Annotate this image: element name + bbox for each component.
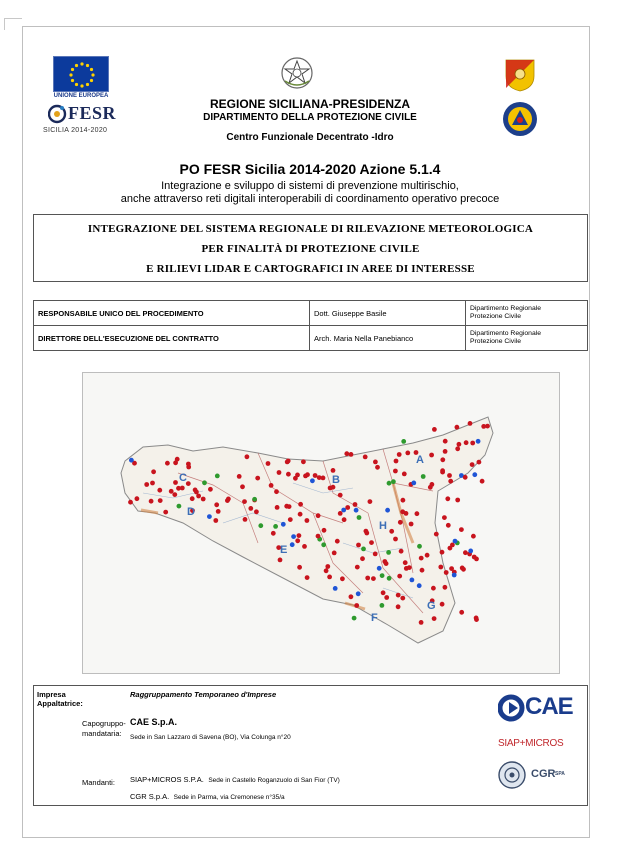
station-marker [461,567,466,572]
station-marker [207,514,212,519]
station-marker [278,558,283,563]
eu-star [91,73,94,76]
station-marker [128,500,133,505]
station-marker [455,498,460,503]
station-marker [355,565,360,570]
station-marker [275,505,280,510]
station-marker [373,552,378,557]
station-marker [470,462,475,467]
station-marker [356,591,361,596]
station-marker [305,575,310,580]
station-marker [177,504,182,509]
station-marker [163,510,168,515]
station-marker [365,576,370,581]
sicily-region-logo [502,56,538,92]
station-marker [396,604,401,609]
station-marker [293,476,298,481]
station-marker [368,499,373,504]
station-marker [332,551,337,556]
eu-star [69,73,72,76]
station-marker [438,565,443,570]
table-row [34,326,588,351]
mandante-1 [130,769,340,787]
eu-flag-logo [53,56,109,92]
station-marker [213,518,218,523]
station-marker [331,468,336,473]
station-marker [417,583,422,588]
station-marker [440,602,445,607]
station-marker [298,502,303,507]
station-marker [442,515,447,520]
station-marker [476,439,481,444]
mandante-2-name: CGR S.p.A. [130,792,170,801]
station-marker [266,461,271,466]
station-marker [444,570,449,575]
station-marker [455,425,460,430]
station-marker [258,523,263,528]
station-marker [338,511,343,516]
station-marker [271,531,276,536]
station-marker [417,544,422,549]
station-marker [313,473,318,478]
station-marker [410,578,415,583]
fesr-subtitle: SICILIA 2014-2020 [43,127,108,134]
zone-label-e: E [280,544,288,556]
station-marker [411,481,416,486]
station-marker [255,476,260,481]
station-marker [360,556,365,561]
station-marker [419,556,424,561]
zone-label-d: D [187,506,195,518]
contractor-label-2: Appaltatrice: [37,699,83,708]
station-marker [342,517,347,522]
mandante-1-name: SIAP+MICROS S.P.A. [130,775,204,784]
mandanti-label: Mandanti: [82,778,115,787]
station-marker [316,534,321,539]
station-marker [393,469,398,474]
station-marker [201,497,206,502]
station-marker [391,479,396,484]
station-marker [357,515,362,520]
station-marker [252,497,257,502]
station-marker [399,549,404,554]
station-marker [405,451,410,456]
program-title: PO FESR Sicilia 2014-2020 Azione 5.1.4 [179,161,441,177]
cae-logo [498,691,574,725]
station-marker [335,539,340,544]
protezione-civile-logo [501,100,539,138]
station-marker [401,498,406,503]
lead-address: Sede in San Lazzaro di Savena (BO), Via Colunga n°20 [130,734,291,741]
roles-table [33,300,588,351]
table-row [34,301,588,326]
station-marker [324,568,329,573]
station-marker [369,540,374,545]
station-marker [345,505,350,510]
station-marker [445,496,450,501]
station-marker [349,594,354,599]
station-marker [274,489,279,494]
station-marker [471,534,476,539]
program-subtitle-1: Integrazione e sviluppo di sistemi di prevenzione multirischio, [161,180,459,192]
station-marker [349,452,354,457]
cgr-logo-spa: SPA [555,771,565,777]
station-marker [472,472,477,477]
station-marker [298,512,303,517]
mandante-2 [130,786,285,804]
station-marker [464,440,469,445]
station-marker [393,537,398,542]
station-marker [297,533,302,538]
lead-name: CAE S.p.A. [130,717,178,727]
name-cell: Arch. Maria Nella Panebianco [310,326,466,351]
project-title-box [33,214,588,282]
eu-star [80,84,83,87]
sicily-station-map [82,372,560,674]
station-marker [397,574,402,579]
station-marker [305,518,310,523]
station-marker [194,490,199,495]
station-marker [425,553,430,558]
lead-label-1: Capogruppo- [82,719,126,728]
station-marker [302,544,307,549]
zone-label-c: C [179,472,187,484]
station-marker [397,452,402,457]
station-marker [389,529,394,534]
station-marker [269,483,274,488]
station-marker [400,596,405,601]
station-marker [432,427,437,432]
zone-label-a: A [416,454,424,466]
station-marker [404,511,409,516]
station-marker [448,479,453,484]
station-marker [245,454,250,459]
contractor-label-1: Impresa [37,690,66,699]
station-marker [288,517,293,522]
station-marker [277,470,282,475]
station-marker [361,547,366,552]
siap-micros-logo [498,737,576,753]
station-marker [254,509,259,514]
cgr-logo-text: CGR [531,768,556,780]
office-cell [466,301,588,326]
station-marker [401,439,406,444]
station-marker [468,421,473,426]
station-marker [403,560,408,565]
eu-star [75,83,78,86]
station-marker [409,522,414,527]
italian-republic-emblem [279,55,315,91]
eu-star [71,79,74,82]
station-marker [281,522,286,527]
station-marker [443,449,448,454]
station-marker [173,480,178,485]
station-marker [430,482,435,487]
station-marker [402,472,407,477]
station-marker [481,424,486,429]
station-marker [371,576,376,581]
project-title-line-2: PER FINALITÀ DI PROTEZIONE CIVILE [201,243,420,255]
station-marker [446,523,451,528]
station-marker [398,520,403,525]
project-title-line-1: INTEGRAZIONE DEL SISTEMA REGIONALE DI RILEVAZIONE METEOROLOGICA [87,223,534,235]
station-marker [447,473,452,478]
eu-star [80,62,83,65]
cgr-logo [497,760,577,792]
station-marker [273,524,278,529]
station-marker [295,538,300,543]
station-marker [420,568,425,573]
station-marker [352,616,357,621]
station-marker [415,511,420,516]
station-marker [316,513,321,518]
fesr-title: FESR [68,103,117,123]
program-subtitle-2: anche attraverso reti digitali interoperabili di coordinamento operativo precoce [120,193,500,205]
station-marker [380,603,385,608]
office-line-1: Dipartimento Regionale [470,305,542,312]
office-line-2: Protezione Civile [470,313,521,320]
station-marker [242,499,247,504]
station-marker [356,543,361,548]
station-marker [310,478,315,483]
station-marker [440,470,445,475]
center-heading: Centro Funzionale Decentrato -Idro [226,132,394,143]
station-marker [180,486,185,491]
eu-star [90,79,93,82]
station-marker [172,492,177,497]
station-marker [396,593,401,598]
station-marker [377,566,382,571]
station-marker [373,460,378,465]
station-marker [327,575,332,580]
station-marker [344,451,349,456]
mandante-1-address: Sede in Castello Roganzuolo di San Fior (TV) [208,777,340,784]
station-marker [149,499,154,504]
station-marker [354,603,359,608]
station-marker [353,502,358,507]
station-marker [443,585,448,590]
zone-label-h: H [379,520,387,532]
zone-label-g: G [427,600,436,612]
station-marker [480,479,485,484]
station-marker [463,550,468,555]
station-marker [165,461,170,466]
lead-label-2: mandataria: [82,729,122,738]
station-marker [440,550,445,555]
siap-logo-text: SIAP+MICROS [498,738,564,749]
station-marker [453,539,458,544]
station-marker [384,595,389,600]
station-marker [286,472,291,477]
station-marker [173,460,178,465]
station-marker [381,590,386,595]
station-marker [470,441,475,446]
station-marker [432,616,437,621]
station-marker [474,617,479,622]
station-marker [477,460,482,465]
station-marker [158,498,163,503]
station-marker [385,508,390,513]
station-marker [463,475,468,480]
station-marker [144,482,149,487]
eu-caption: UNIONE EUROPEA [53,93,109,99]
zone-label-f: F [371,612,378,624]
station-marker [354,508,359,513]
station-marker [375,465,380,470]
station-marker [340,576,345,581]
station-marker [474,557,479,562]
department-heading: DIPARTIMENTO DELLA PROTEZIONE CIVILE [203,112,417,123]
eu-star [75,64,78,67]
station-marker [322,528,327,533]
eu-star [86,64,89,67]
station-marker [285,460,290,465]
mandante-2-address: Sede in Parma, via Cremonese n°35/a [173,794,285,801]
station-marker [421,474,426,479]
station-marker [157,488,162,493]
station-marker [325,564,330,569]
region-heading: REGIONE SICILIANA-PRESIDENZA [209,97,410,111]
station-marker [380,573,385,578]
station-marker [248,506,253,511]
station-marker [443,439,448,444]
station-marker [338,493,343,498]
station-marker [333,586,338,591]
station-marker [240,484,245,489]
contractor-value: Raggruppamento Temporaneo d'Imprese [130,690,277,699]
station-marker [214,502,219,507]
station-marker [440,457,445,462]
station-marker [186,462,191,467]
eu-star [90,68,93,71]
station-marker [321,542,326,547]
station-marker [303,474,308,479]
role-cell: DIRETTORE DELL'ESECUZIONE DEL CONTRATTO [34,326,310,351]
station-marker [321,476,326,481]
cae-logo-text: CAE [525,693,573,720]
station-marker [387,481,392,486]
station-marker [455,446,460,451]
crop-mark [4,18,22,30]
station-marker [129,458,134,463]
station-marker [225,498,230,503]
office-line-2: Protezione Civile [470,338,521,345]
station-marker [341,508,346,513]
eu-star [86,83,89,86]
station-marker [150,481,155,486]
station-marker [419,620,424,625]
station-marker [404,566,409,571]
station-marker [290,542,295,547]
station-marker [151,469,156,474]
station-marker [431,586,436,591]
station-marker [394,459,399,464]
station-marker [215,474,220,479]
station-marker [190,496,195,501]
station-marker [135,496,140,501]
station-marker [208,487,213,492]
station-marker [291,534,296,539]
station-marker [459,610,464,615]
station-marker [301,459,306,464]
station-marker [216,509,221,514]
zone-label-b: B [332,474,340,486]
station-marker [284,504,289,509]
sicily-outline [121,417,493,643]
station-marker [434,532,439,537]
project-title-line-3: E RILIEVI LIDAR E CARTOGRAFICI IN AREE DI INTERESSE [146,263,475,275]
station-marker [202,480,207,485]
station-marker [468,549,473,554]
station-marker [459,527,464,532]
station-marker [452,573,457,578]
station-marker [429,453,434,458]
name-cell: Dott. Giuseppe Basile [310,301,466,326]
station-marker [169,489,174,494]
station-marker [386,550,391,555]
station-marker [387,576,392,581]
station-marker [243,517,248,522]
station-marker [382,559,387,564]
office-line-1: Dipartimento Regionale [470,330,542,337]
station-marker [297,565,302,570]
contractor-box-bottom [33,805,588,806]
station-marker [457,442,462,447]
role-cell: RESPONSABILE UNICO DEL PROCEDIMENTO [34,301,310,326]
office-cell [466,326,588,351]
station-marker [364,531,369,536]
eu-star [71,68,74,71]
station-marker [363,455,368,460]
station-marker [237,474,242,479]
